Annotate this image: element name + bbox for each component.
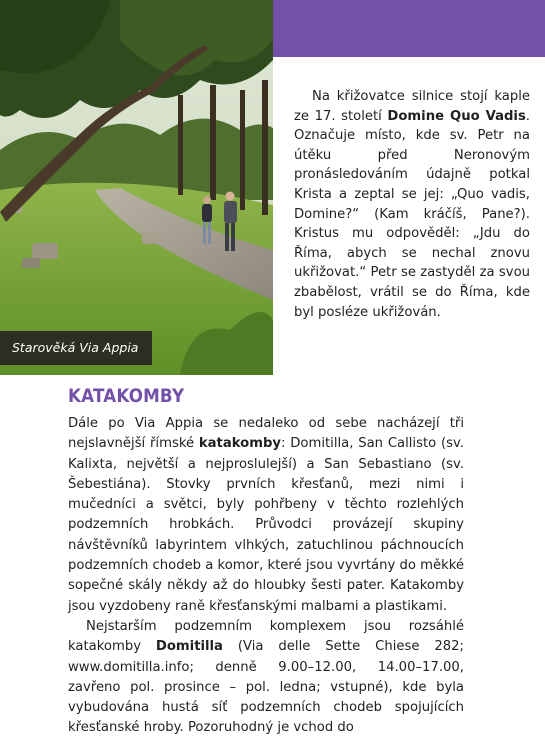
sidebar-bold-chapel: Domine Quo Vadis — [387, 108, 526, 124]
sidebar-paragraph — [294, 87, 530, 322]
p1-text-c: : Domitilla, San Callisto (sv. Kalixta, největší a nejproslulejší) a San Sebastiano (sv. Šebestiána). Stovky prvních křesťanů, mezi nimi i mučedníci a světci, byly pohřbeny v těchto rozlehlých podzemních hrobkách. Průvodci provázejí skupiny návštěvníků labyrintem vlhkých, zatuchlinou páchnoucích podzemních chodeb a komor, které jsou vyvrtány do měkké sopečné skály někdy až do hloubky šesti pater. Katakomby jsou vyzdobeny raně křesťanskými malbami a plastikami. — [68, 436, 464, 614]
p1-text-a: Dále po Via Appia se nedaleko od sebe nacházejí tři nejslavnější římské — [68, 416, 464, 452]
p2-text-c: (Via delle Sette Chiese 282; www.domitilla.info; denně 9.00–12.00, 14.00–17.00, zavřeno pol. prosince – pol. ledna; vstupné), kde byla vybudována hustá síť podzemních chodeb spojujících křesťanské hroby. Pozoruhodný je vchod do — [68, 639, 465, 736]
sidebar-text-2: . Označuje místo, kde sv. Petr na útěku před Neronovým pronásledováním údajně potkal Krista a zeptal se jej: „Quo vadis, Domine?“ (Kam kráčíš, Pane?). Kristus mu odpověděl: „Jdu do Říma, abych se nechal znovu ukřižovat.“ Petr se zastyděl za svou zbabělost, vrátil se do Říma, kde byl posléze ukřižován. — [294, 108, 530, 320]
p2-bold: Domitilla — [155, 639, 223, 655]
section-body — [68, 414, 464, 739]
via-appia-illustration — [0, 0, 273, 375]
sidebar-text-1: Na křižovatce silnice stojí kaple ze 17. století — [294, 89, 530, 124]
paragraph-1 — [68, 414, 464, 617]
p1-bold: katakomby — [198, 436, 282, 452]
section-heading: KATAKOMBY — [68, 385, 185, 407]
via-appia-photo — [0, 0, 273, 375]
accent-bar — [273, 0, 545, 57]
photo-caption: Starověká Via Appia — [0, 331, 152, 365]
paragraph-2 — [68, 617, 464, 739]
p2-text-a: Nejstarším podzemním komplexem jsou rozsáhlé katakomby — [68, 618, 464, 655]
